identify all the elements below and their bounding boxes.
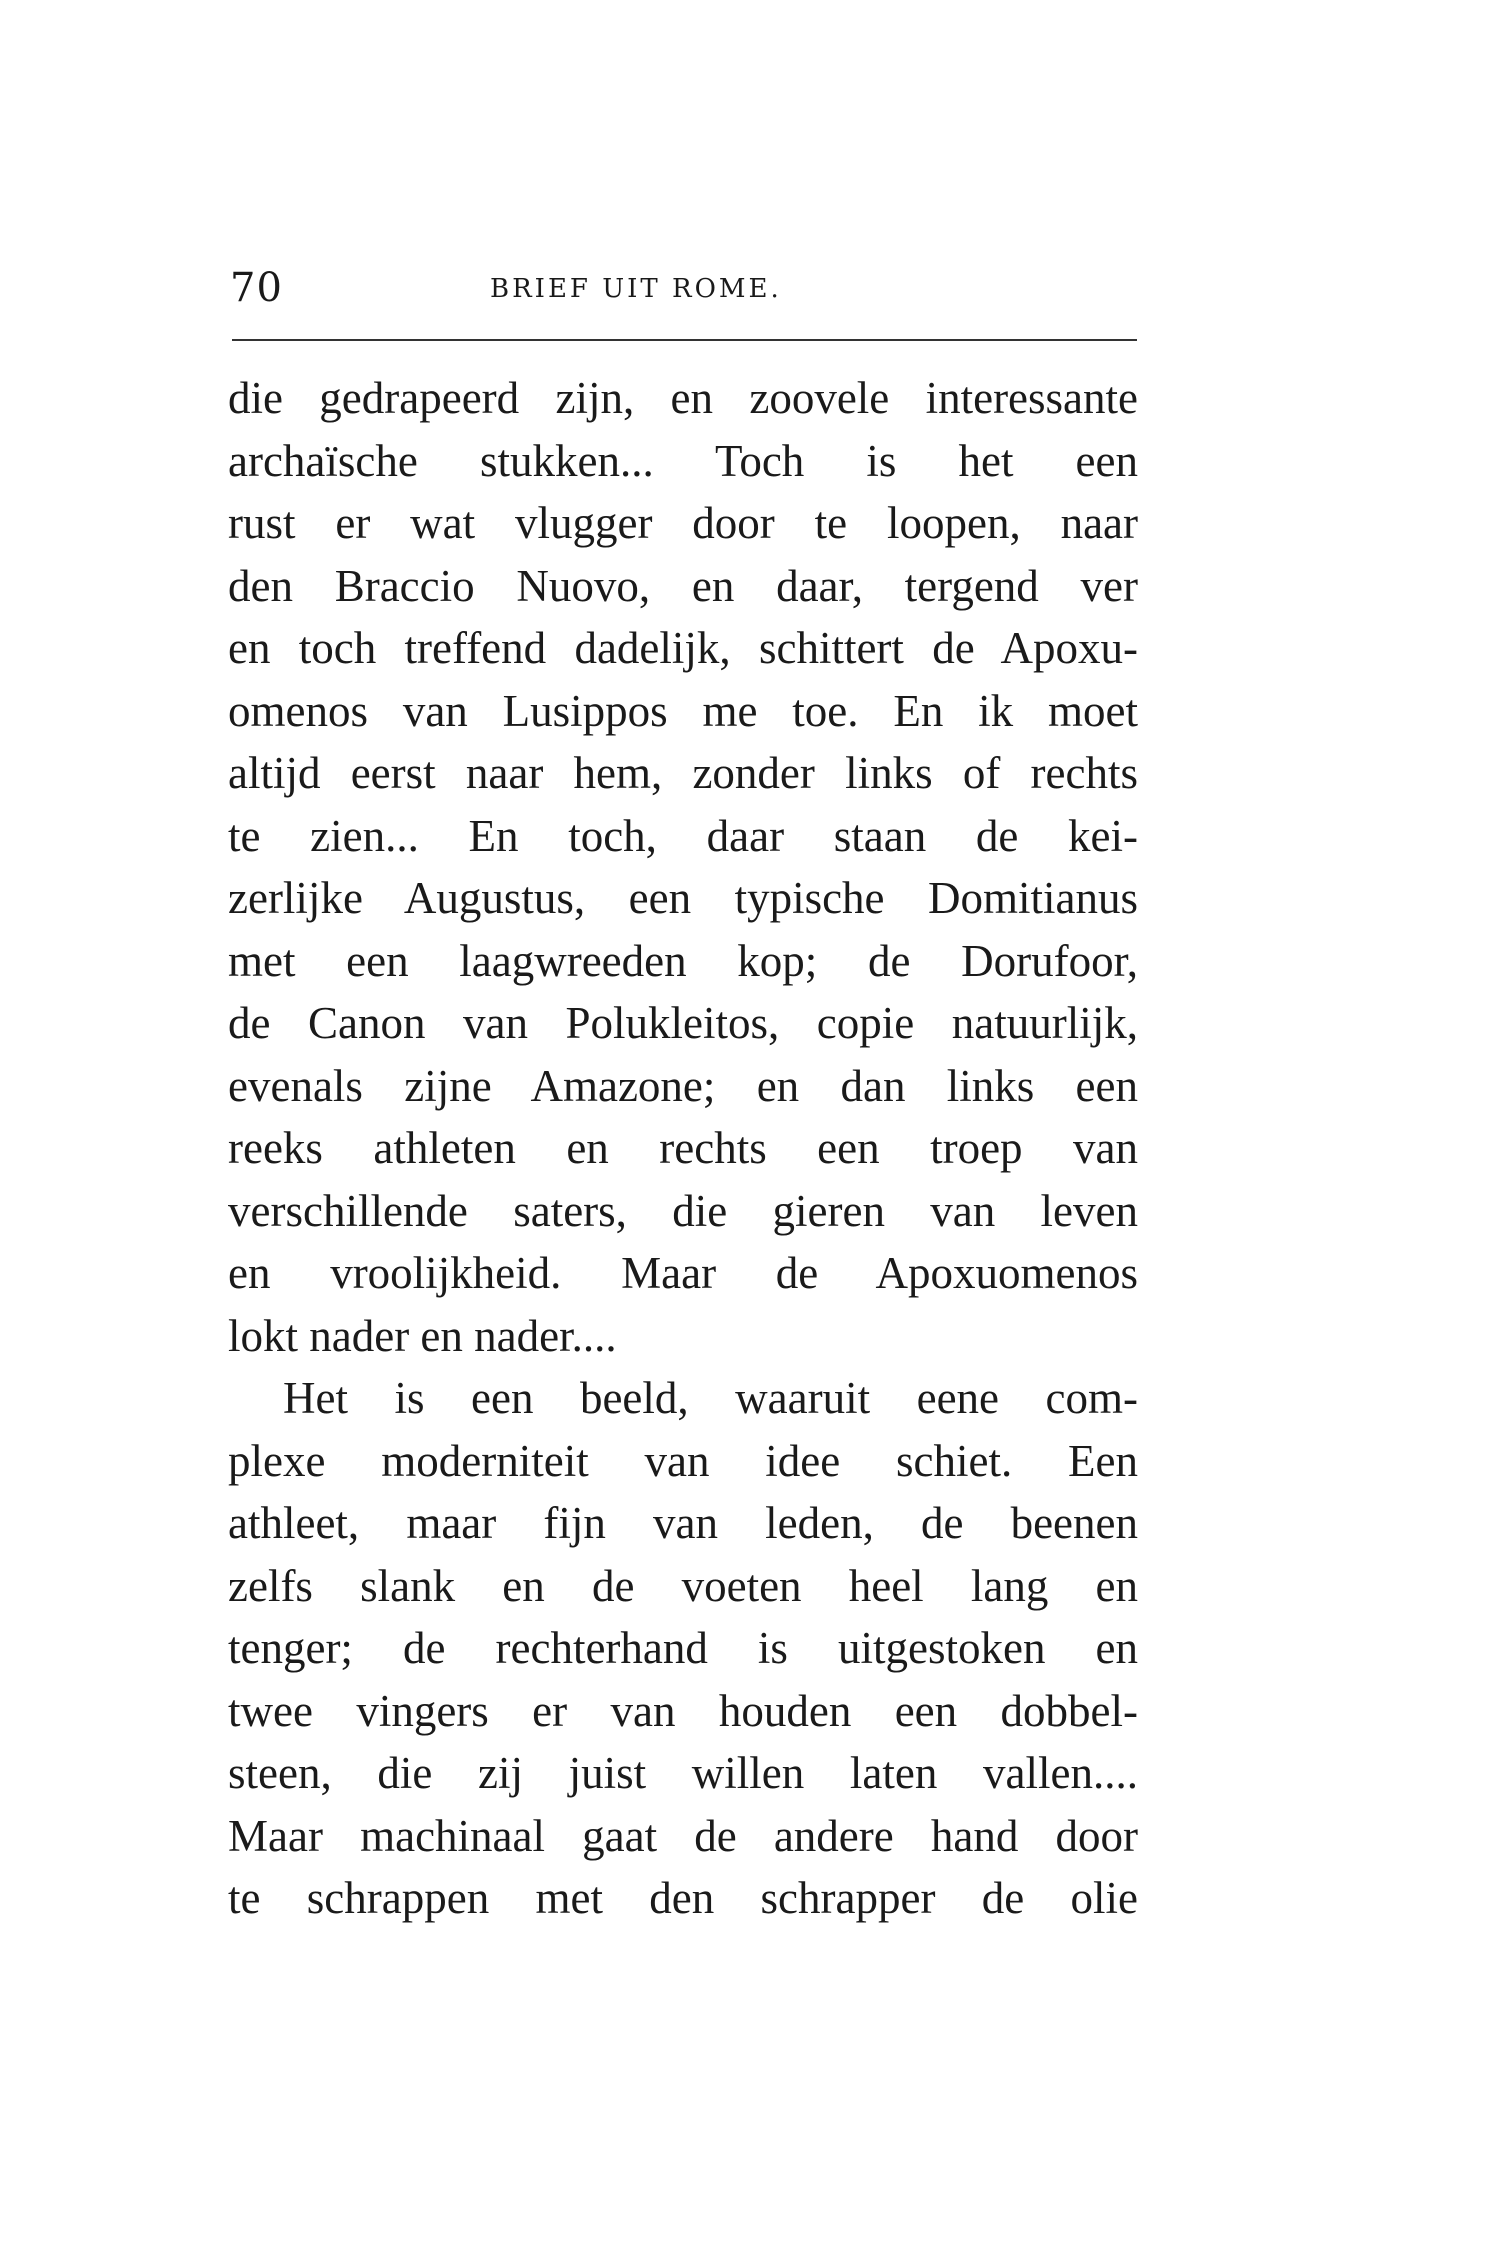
page-number: 70 [230,265,283,311]
text-line: te zien... En toch, daar staan de kei- [228,810,1138,861]
text-line: en toch treffend dadelijk, schittert de Apoxu- [228,623,1138,673]
text-line: twee vingers er van houden een dobbel- [228,1685,1138,1736]
text-line: archaïsche stukken... Toch is het een [228,435,1138,486]
header-rule [232,339,1137,341]
text-line: tenger; de rechterhand is uitgestoken en [228,1623,1138,1673]
text-line: steen, die zij juist willen laten vallen.... [228,1748,1138,1798]
text-line: met een laagwreeden kop; de Dorufoor, [228,935,1138,986]
paragraph-start-line: Het is een beeld, waaruit eene com- [283,1373,1138,1423]
running-title: BRIEF UIT ROME. [490,274,782,304]
text-line: den Braccio Nuovo, en daar, tergend ver [228,560,1138,611]
text-line: verschillende saters, die gieren van leven [228,1185,1138,1236]
text-line: en vroolijkheid. Maar de Apoxuomenos [228,1248,1138,1298]
text-line: zelfs slank en de voeten heel lang en [228,1560,1138,1611]
text-line: zerlijke Augustus, een typische Domitianus [228,873,1138,923]
text-line: te schrappen met den schrapper de olie [228,1873,1138,1923]
text-line: omenos van Lusippos me toe. En ik moet [228,685,1138,736]
text-line: reeks athleten en rechts een troep van [228,1123,1138,1173]
paragraph-end-line: lokt nader en nader.... [228,1310,617,1361]
text-line: de Canon van Polukleitos, copie natuurlijk, [228,998,1138,1048]
text-line: plexe moderniteit van idee schiet. Een [228,1435,1138,1486]
text-line: rust er wat vlugger door te loopen, naar [228,498,1138,548]
text-line: Maar machinaal gaat de andere hand door [228,1810,1138,1861]
body-text [228,367,1138,1930]
text-line: evenals zijne Amazone; en dan links een [228,1060,1138,1111]
text-line: athleet, maar fijn van leden, de beenen [228,1498,1138,1548]
text-line: die gedrapeerd zijn, en zoovele interessante [228,373,1138,423]
text-line: altijd eerst naar hem, zonder links of rechts [228,748,1138,798]
